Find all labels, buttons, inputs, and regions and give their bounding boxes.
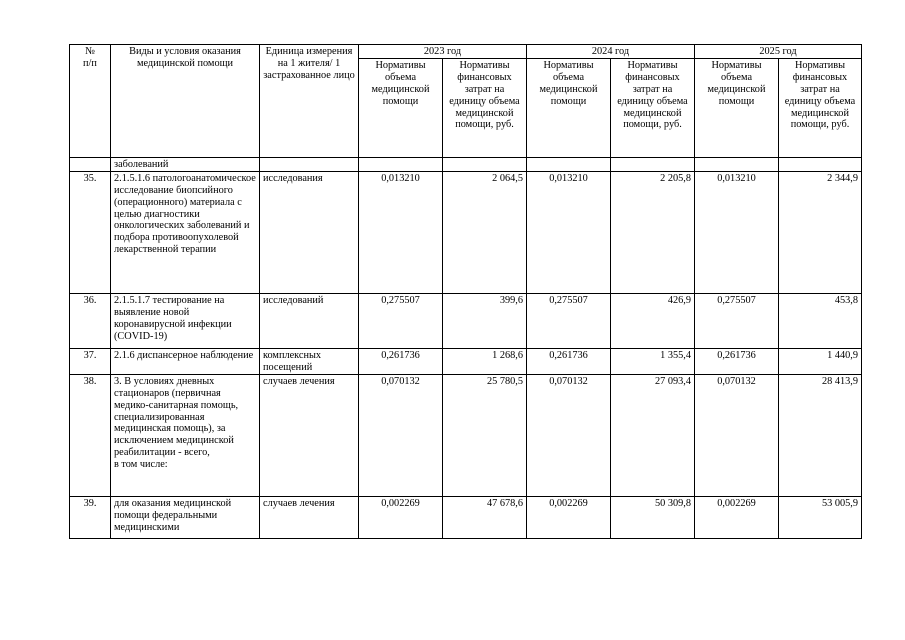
row-name: 2.1.5.1.7 тестирование на выявление новой коронавирусной инфекции (COVID-19): [111, 293, 260, 348]
header-year-2025: 2025 год: [695, 45, 862, 59]
table-row: [70, 496, 862, 538]
header-cost-2024: Нормативы финансовых затрат на единицу объема медицинской помощи, руб.: [611, 58, 695, 157]
row-cost-2025: 2 344,9: [779, 171, 862, 293]
row-unit: случаев лечения: [260, 374, 359, 496]
row-cost-2023: 47 678,6: [443, 496, 527, 538]
header-year-2024: 2024 год: [527, 45, 695, 59]
row-volume-2025: [695, 157, 779, 171]
row-name: для оказания медицинской помощи федеральными медицинскими: [111, 496, 260, 538]
header-num: № п/п: [70, 45, 111, 158]
table-row: [70, 374, 862, 496]
row-cost-2024: 426,9: [611, 293, 695, 348]
row-unit: [260, 157, 359, 171]
row-cost-2025: 1 440,9: [779, 348, 862, 374]
header-cost-2025: Нормативы финансовых затрат на единицу объема медицинской помощи, руб.: [779, 58, 862, 157]
row-unit: исследования: [260, 171, 359, 293]
row-volume-2025: 0,275507: [695, 293, 779, 348]
row-volume-2023: 0,070132: [359, 374, 443, 496]
row-cost-2023: 2 064,5: [443, 171, 527, 293]
row-volume-2024: [527, 157, 611, 171]
header-row-years: [70, 45, 862, 59]
row-number: 39.: [70, 496, 111, 538]
norms-table: [69, 44, 862, 539]
row-name: 3. В условиях дневных стационаров (первичная медико-санитарная помощь, специализированная медицинская помощь), за исключением медицинской реабилитации - всего, в том числе:: [111, 374, 260, 496]
row-cost-2025: 28 413,9: [779, 374, 862, 496]
row-cost-2023: 399,6: [443, 293, 527, 348]
table-row: [70, 348, 862, 374]
header-volume-2025: Нормативы объема медицинской помощи: [695, 58, 779, 157]
row-volume-2023: 0,275507: [359, 293, 443, 348]
row-cost-2023: 1 268,6: [443, 348, 527, 374]
row-volume-2024: 0,261736: [527, 348, 611, 374]
row-unit: случаев лечения: [260, 496, 359, 538]
row-cost-2025: 453,8: [779, 293, 862, 348]
row-cost-2024: 1 355,4: [611, 348, 695, 374]
row-volume-2024: 0,070132: [527, 374, 611, 496]
row-cost-2024: 27 093,4: [611, 374, 695, 496]
header-unit: Единица измерения на 1 жителя/ 1 застрахованное лицо: [260, 45, 359, 158]
row-unit: исследований: [260, 293, 359, 348]
row-volume-2024: 0,275507: [527, 293, 611, 348]
table-row: [70, 171, 862, 293]
row-number: 35.: [70, 171, 111, 293]
row-number: 38.: [70, 374, 111, 496]
row-cost-2025: 53 005,9: [779, 496, 862, 538]
row-volume-2024: 0,013210: [527, 171, 611, 293]
row-number: [70, 157, 111, 171]
row-volume-2023: 0,013210: [359, 171, 443, 293]
row-volume-2025: 0,002269: [695, 496, 779, 538]
row-cost-2025: [779, 157, 862, 171]
row-cost-2024: 50 309,8: [611, 496, 695, 538]
row-volume-2023: 0,002269: [359, 496, 443, 538]
row-number: 37.: [70, 348, 111, 374]
header-kind: Виды и условия оказания медицинской помощи: [111, 45, 260, 158]
row-cost-2023: 25 780,5: [443, 374, 527, 496]
row-unit: комплексных посещений: [260, 348, 359, 374]
row-volume-2023: [359, 157, 443, 171]
header-year-2023: 2023 год: [359, 45, 527, 59]
row-cost-2023: [443, 157, 527, 171]
header-cost-2023: Нормативы финансовых затрат на единицу объема медицинской помощи, руб.: [443, 58, 527, 157]
row-name: заболеваний: [111, 157, 260, 171]
table-row: [70, 157, 862, 171]
row-volume-2025: 0,070132: [695, 374, 779, 496]
row-volume-2023: 0,261736: [359, 348, 443, 374]
row-cost-2024: [611, 157, 695, 171]
row-volume-2025: 0,013210: [695, 171, 779, 293]
row-number: 36.: [70, 293, 111, 348]
row-volume-2024: 0,002269: [527, 496, 611, 538]
header-volume-2023: Нормативы объема медицинской помощи: [359, 58, 443, 157]
row-cost-2024: 2 205,8: [611, 171, 695, 293]
row-volume-2025: 0,261736: [695, 348, 779, 374]
row-name: 2.1.6 диспансерное наблюдение: [111, 348, 260, 374]
row-name: 2.1.5.1.6 патологоанатомическое исследование биопсийного (операционного) материала с целью диагностики онкологических заболеваний и подбора противоопухолевой лекарственной терапии: [111, 171, 260, 293]
table-row: [70, 293, 862, 348]
header-volume-2024: Нормативы объема медицинской помощи: [527, 58, 611, 157]
